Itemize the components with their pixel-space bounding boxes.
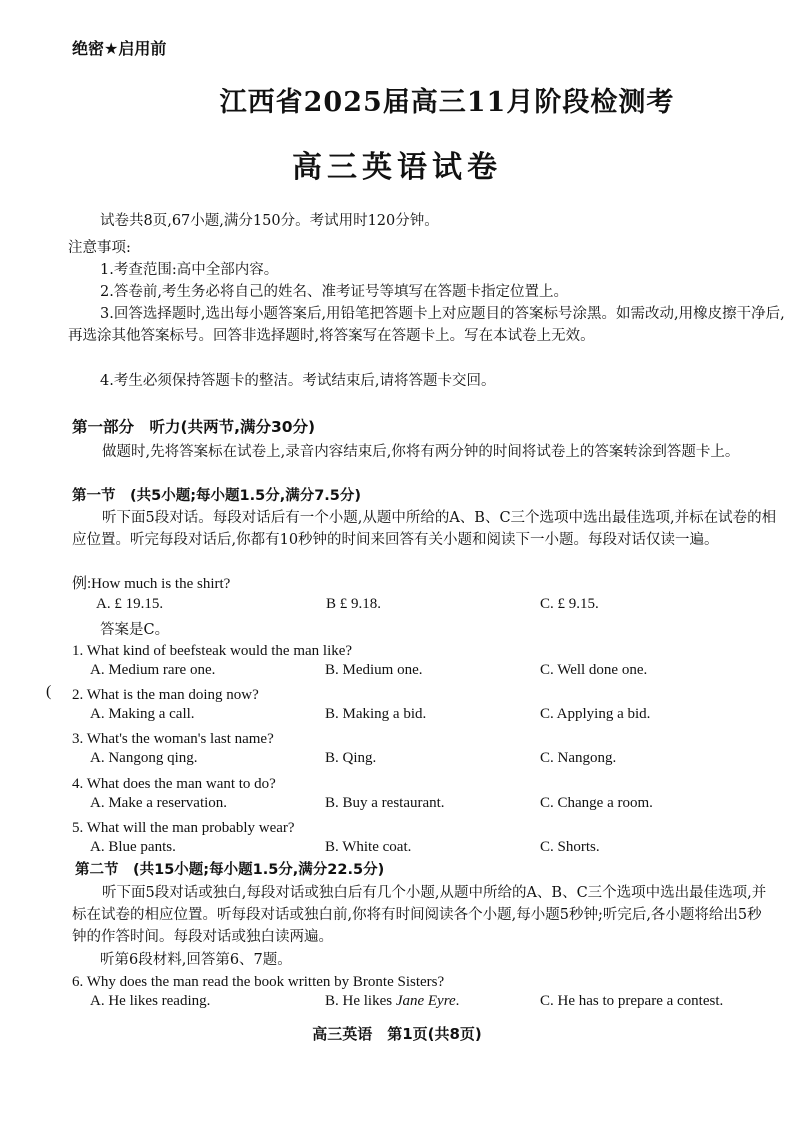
section1-instruction: 听下面5段对话。每段对话后有一个小题,从题中所给的A、B、C三个选项中选出最佳选项,并标在试卷的相应位置。听完每段对话后,你都有10秒钟的时间来回答有关小题和阅读下一小题。每段对话仅读一遍。 bbox=[72, 510, 777, 548]
question-5-option-b: B. White coat. bbox=[325, 839, 412, 855]
section2-heading: 第二节 (共15小题;每小题1.5分,满分22.5分) bbox=[75, 862, 385, 878]
confidential-label: 绝密★启用前 bbox=[72, 39, 167, 58]
question-5-option-a: A. Blue pants. bbox=[90, 839, 176, 855]
example-option-b: B £ 9.18. bbox=[326, 596, 382, 612]
section1-heading: 第一节 (共5小题;每小题1.5分,满分7.5分) bbox=[72, 488, 362, 504]
example-option-c: C. £ 9.15. bbox=[540, 596, 599, 612]
question-1-option-b: B. Medium one. bbox=[325, 662, 423, 678]
margin-mark: ( bbox=[46, 683, 52, 700]
question-2-option-a: A. Making a call. bbox=[90, 706, 195, 722]
question-1: 1. What kind of beefsteak would the man like? bbox=[72, 643, 353, 659]
question-2-option-c: C. Applying a bid. bbox=[540, 706, 651, 722]
notice-item-2: 2.答卷前,考生务必将自己的姓名、准考证号等填写在答题卡指定位置上。 bbox=[100, 284, 568, 300]
part1-instruction: 做题时,先将答案标在试卷上,录音内容结束后,你将有两分钟的时间将试卷上的答案转涂到答题卡上。 bbox=[102, 444, 740, 460]
notice-title: 注意事项: bbox=[68, 240, 131, 256]
question-4: 4. What does the man want to do? bbox=[72, 776, 276, 792]
question-6-option-c: C. He has to prepare a contest. bbox=[540, 993, 724, 1009]
question-1-option-a: A. Medium rare one. bbox=[90, 662, 216, 678]
question-6-option-a: A. He likes reading. bbox=[90, 993, 211, 1009]
question-4-option-a: A. Make a reservation. bbox=[90, 795, 228, 811]
notice-item-4: 4.考生必须保持答题卡的整洁。考试结束后,请将答题卡交回。 bbox=[100, 373, 496, 389]
question-4-option-b: B. Buy a restaurant. bbox=[325, 795, 445, 811]
exam-summary: 试卷共8页,67小题,满分150分。考试用时120分钟。 bbox=[100, 213, 439, 229]
example-option-a: A. £ 19.15. bbox=[96, 596, 164, 612]
question-3-option-c: C. Nangong. bbox=[540, 750, 617, 766]
section2-instruction: 听下面5段对话或独白,每段对话或独白后有几个小题,从题中所给的A、B、C三个选项中选出最佳选项,并标在试卷的相应位置。听每段对话或独白前,你将有时间阅读各个小题,每小题5秒钟;听完后,各小题将给出5秒钟的作答时间。每段对话或独白读两遍。 bbox=[72, 885, 767, 945]
question-5: 5. What will the man probably wear? bbox=[72, 820, 295, 836]
question-3: 3. What's the woman's last name? bbox=[72, 731, 274, 747]
question-6: 6. Why does the man read the book written by Bronte Sisters? bbox=[72, 974, 445, 990]
example-question: 例:How much is the shirt? bbox=[72, 576, 231, 592]
question-2-option-b: B. Making a bid. bbox=[325, 706, 427, 722]
question-3-option-a: A. Nangong qing. bbox=[90, 750, 198, 766]
part1-heading: 第一部分 听力(共两节,满分30分) bbox=[72, 418, 316, 436]
book-title: Jane Eyre bbox=[395, 993, 456, 1009]
question-6-option-b-suffix: . bbox=[455, 993, 460, 1009]
paper-subtitle: 高三英语试卷 bbox=[292, 150, 502, 185]
page-footer: 高三英语 第1页(共8页) bbox=[312, 1025, 482, 1043]
notice-item-3: 3.回答选择题时,选出每小题答案后,用铅笔把答题卡上对应题目的答案标号涂黑。如需改动,用橡皮擦干净后,再选涂其他答案标号。回答非选择题时,将答案写在答题卡上。写在本试卷上无效。 bbox=[68, 306, 785, 344]
notice-item-1: 1.考查范围:高中全部内容。 bbox=[100, 262, 279, 278]
example-answer: 答案是C。 bbox=[100, 622, 170, 638]
question-3-option-b: B. Qing. bbox=[325, 750, 377, 766]
question-1-option-c: C. Well done one. bbox=[540, 662, 648, 678]
question-4-option-c: C. Change a room. bbox=[540, 795, 653, 811]
question-2: 2. What is the man doing now? bbox=[72, 687, 259, 703]
material-6-note: 听第6段材料,回答第6、7题。 bbox=[100, 952, 292, 968]
question-5-option-c: C. Shorts. bbox=[540, 839, 600, 855]
question-6-option-b-prefix: B. He likes bbox=[325, 993, 396, 1009]
exam-title: 江西省2025届高三11月阶段检测考 bbox=[219, 87, 675, 118]
question-6-option-b bbox=[325, 993, 459, 1010]
